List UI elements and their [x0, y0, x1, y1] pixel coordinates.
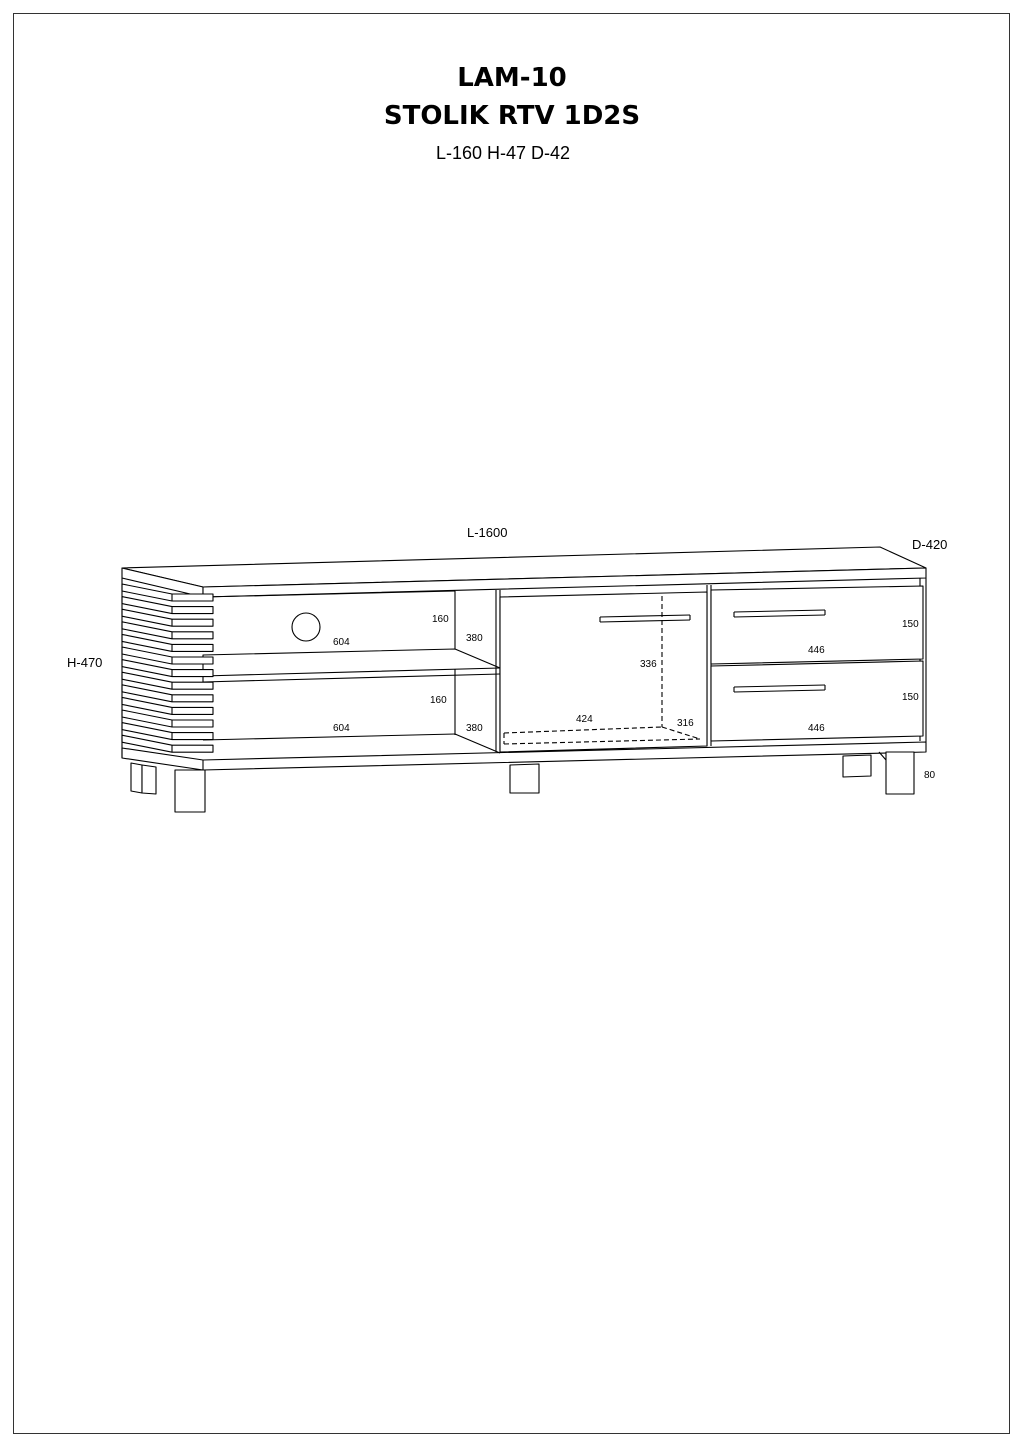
upper-shelf-depth-label: 380	[466, 633, 483, 644]
lower-shelf-width-label: 604	[333, 723, 350, 734]
bottom-drawer-height-label: 150	[902, 692, 919, 703]
overall-height-label: H-470	[67, 655, 103, 670]
product-dimensions: L-160 H-47 D-42	[435, 143, 571, 163]
top-drawer-width-label: 446	[808, 645, 825, 656]
door-compartment-width-label: 424	[576, 714, 593, 725]
upper-shelf-height-label: 160	[432, 614, 449, 625]
door	[500, 592, 707, 752]
door-compartment-depth-label: 316	[677, 718, 694, 729]
bottom-drawer-width-label: 446	[808, 723, 825, 734]
product-code: LAM-10	[457, 63, 567, 93]
product-name: STOLIK RTV 1D2S	[383, 101, 641, 131]
top-drawer-height-label: 150	[902, 619, 919, 630]
cable-hole-icon	[292, 613, 320, 641]
side-slats	[122, 578, 213, 758]
overall-depth-label: D-420	[912, 537, 948, 552]
door-compartment-height-label: 336	[640, 659, 657, 670]
leg-height-label: 80	[924, 770, 936, 781]
upper-shelf-width-label: 604	[333, 637, 350, 648]
drawers	[711, 586, 923, 741]
lower-shelf-height-label: 160	[430, 695, 447, 706]
overall-length-label: L-1600	[467, 525, 508, 540]
lower-shelf-depth-label: 380	[466, 723, 483, 734]
